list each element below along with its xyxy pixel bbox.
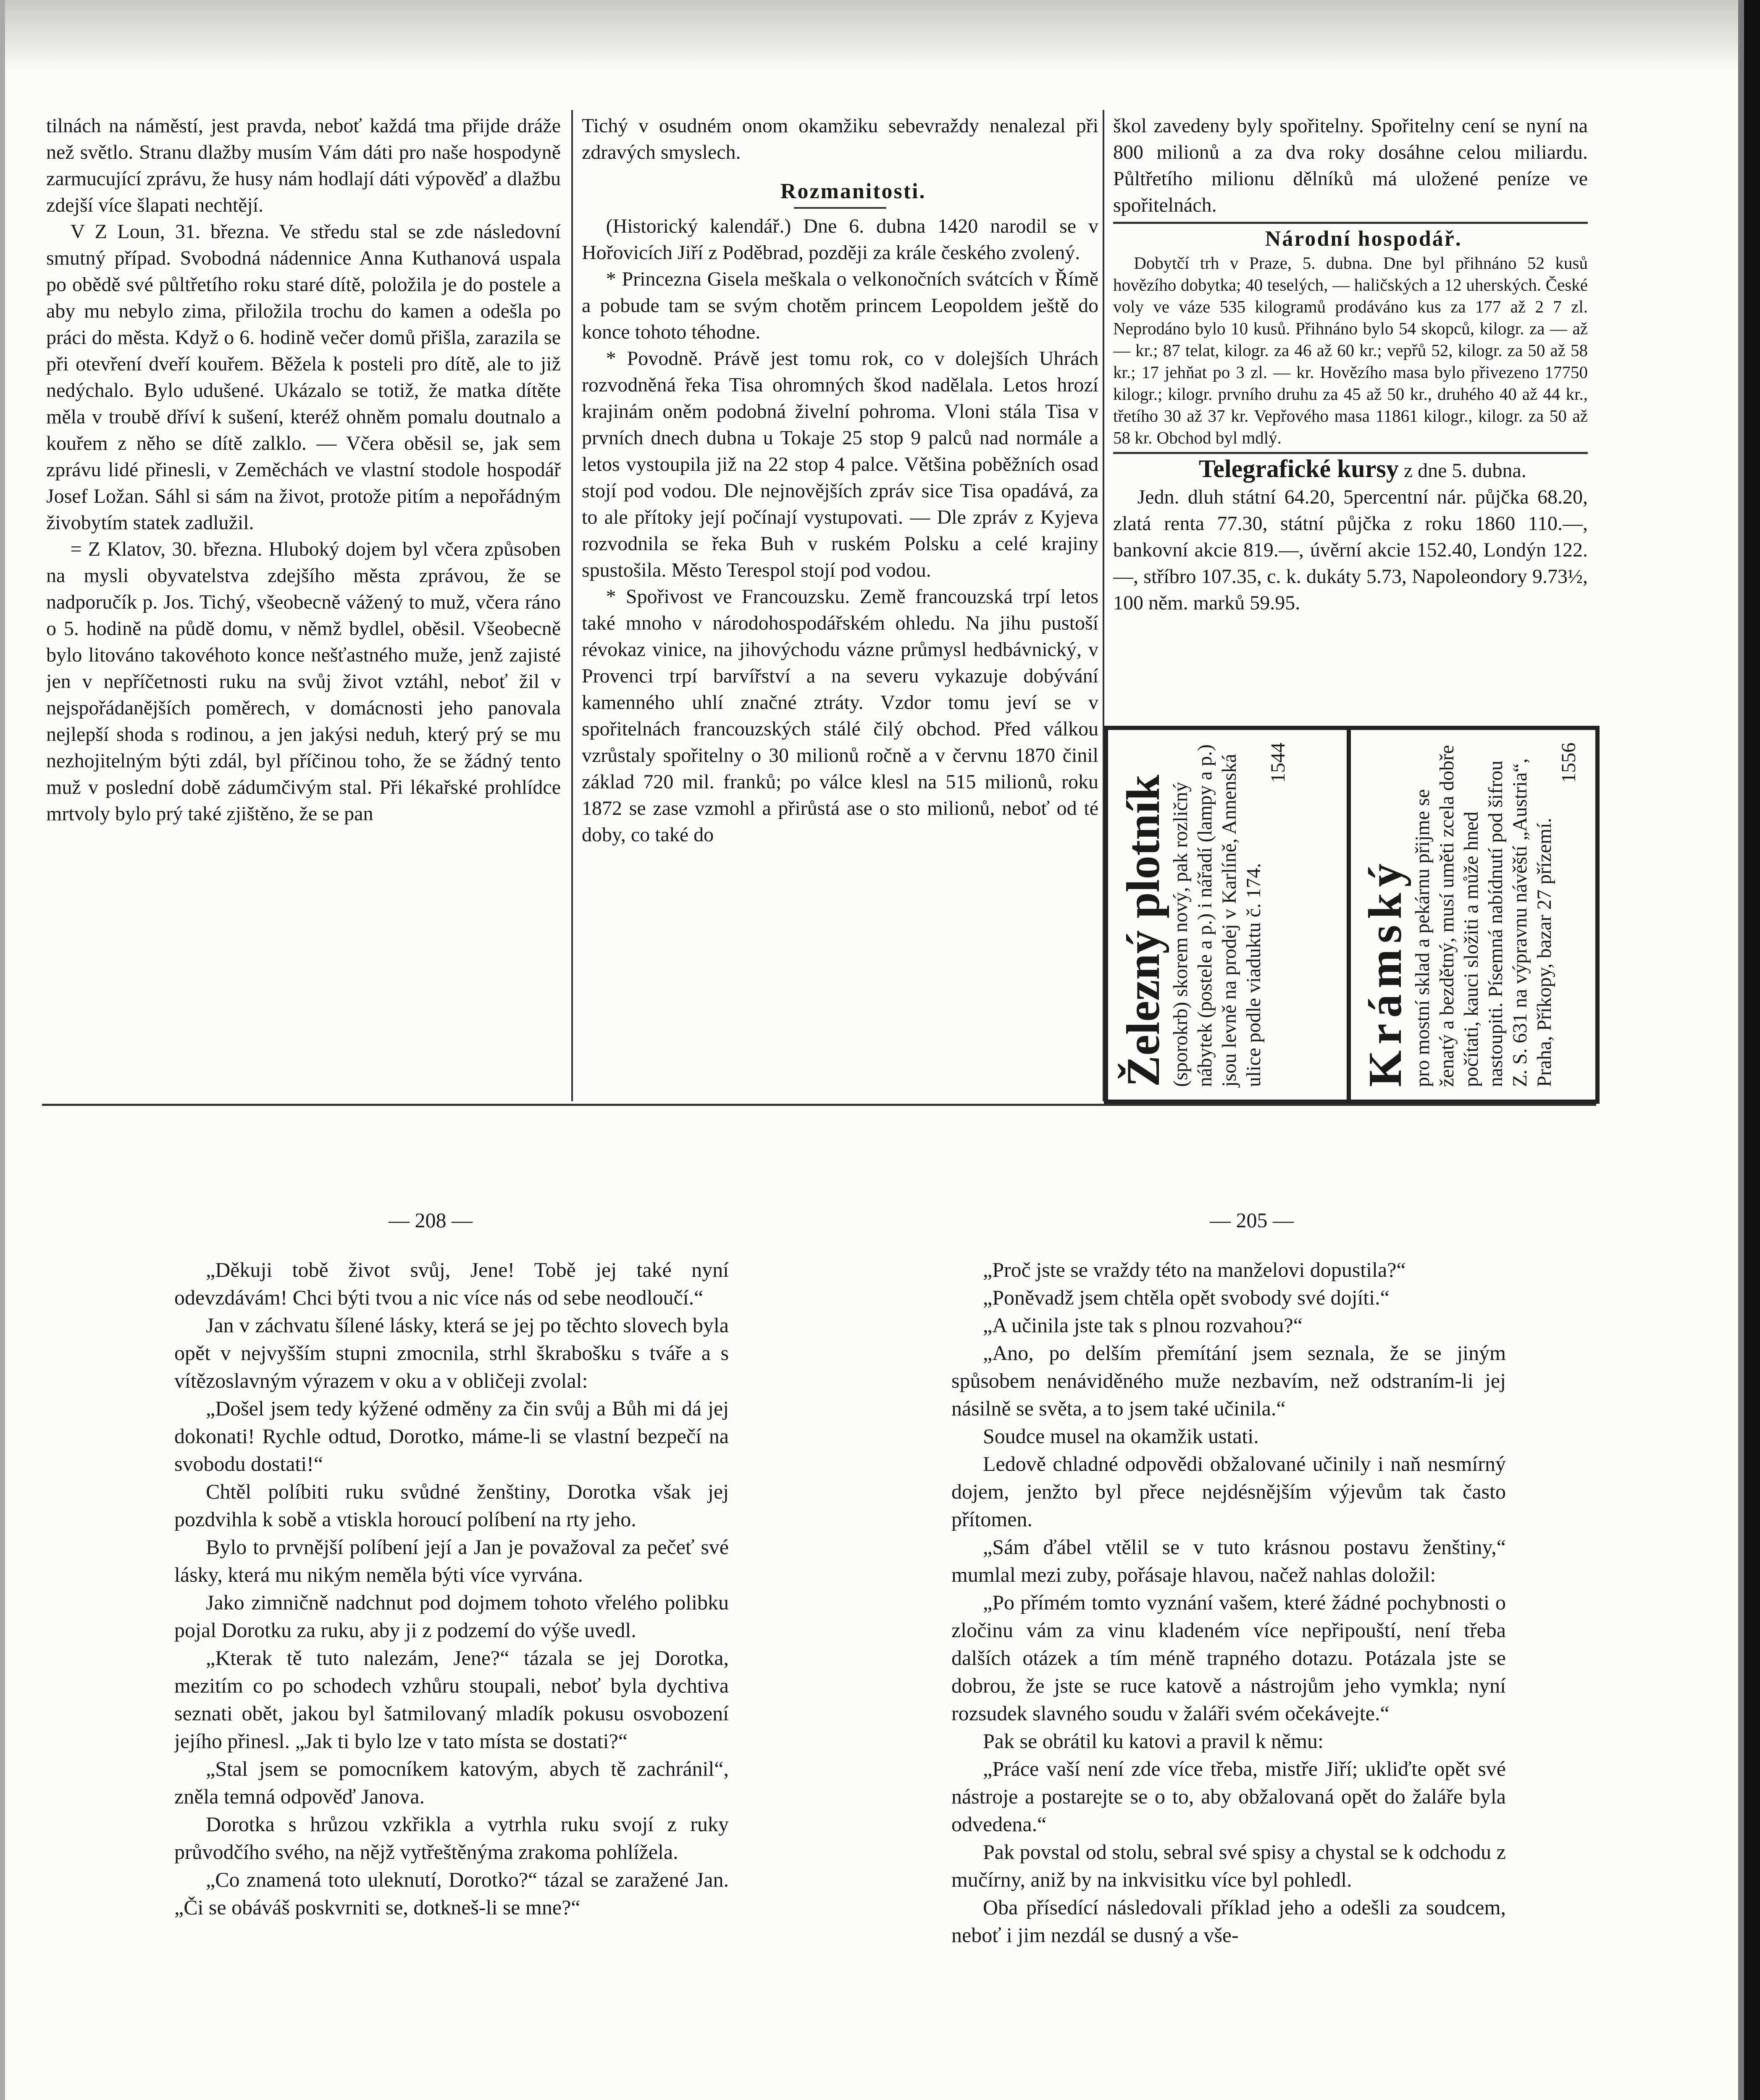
book-page-right	[951, 1256, 1506, 2100]
left-page-number: — 208 —	[389, 1208, 473, 1232]
news-paragraph: * Povodně. Právě jest tomu rok, co v dolejších Uhrách rozvodněná řeka Tisa ohromných škod nadělala. Letos hrozí krajinám oněm podobná živelní pohroma. Vloni stála Tisa v prvních dnech dubna u Tokaje 25 stop 9 palců nad normále a letos vystoupila již na 22 stop 4 palce. Většina poběžních osad stojí pod vodou. Dle nejnovějších zpráv sice Tisa opadává, za to ale přítoky její počínají vystupovati. — Dle zpráv z Kyjeva rozvodnila se řeka Buh v ruském Polsku a celé krajiny spustošila. Město Terespol stojí pod vodou.	[582, 347, 1098, 581]
heading-rule	[794, 207, 886, 209]
news-column-3	[1113, 113, 1588, 730]
ad-kramsky	[1360, 743, 1581, 1087]
market-report: Dobytčí trh v Praze, 5. dubna. Dne byl přihnáno 52 kusů hovězího dobytka; 40 teselých, — haličských a 12 uherských. České voly ve váze 535 kilogramů prodáváno kus za 177 až 2 7 zl. Neprodáno bylo 10 kusů. Přihnáno bylo 54 skopců, kilogr. za — až — kr.; 87 telat, kilogr. za 46 až 60 kr.; vepřů 52, kilogr. za 50 až 58 kr.; 17 jehňat po 3 zl. — kr. Hovězího masa bylo přivezeno 17750 kilogr.; kilogr. prvního druhu za 45 až 50 kr., druhého 40 až 44 kr., třetího 30 až 37 kr. Vepřového masa 11861 kilogr., kilogr. za 50 až 58 kr. Obchod byl mdlý.	[1113, 253, 1588, 447]
book-paragraph: Chtěl políbiti ruku svůdné ženštiny, Dorotka však jej pozdvihla k sobě a vtiskla horoucí políbení na rty jeho.	[174, 1480, 729, 1531]
ad-divider	[1347, 730, 1351, 1100]
section-heading: Národní hospodář.	[1265, 227, 1462, 251]
book-paragraph: „Po přímém tomto vyznání vašem, které žádné pochybnosti o zločinu vám za vinu kladeném více nepřipouští, není třeba dalších otázek a tím méně trapného dotazu. Potázala jste se dobrou, že jste se ruce katově a nástrojům jeho vymkla; nyní rozsudek slavného soudu v žaláři svém očekávejte.“	[951, 1591, 1506, 1725]
news-paragraph: (Historický kalendář.) Dne 6. dubna 1420 narodil se v Hořovicích Jiří z Poděbrad, později za krále českého zvolený.	[582, 215, 1098, 264]
advertisement-block	[1104, 726, 1600, 1104]
book-paragraph: Oba přísedící následovali příklad jeho a odešli za soudcem, neboť i jim nezdál se dusný a vše-	[951, 1895, 1506, 1947]
book-paragraph: Pak povstal od stolu, sebral své spisy a chystal se k odchodu z mučírny, aniž by na inkvisitku více byl pohledl.	[951, 1840, 1506, 1891]
book-paragraph: Jan v záchvatu šílené lásky, která se jej po těchto slovech byla opět v nejvyšším stupni zmocnila, strhl škrabošku s tváře a s vítězoslavným výrazem v oku a v obličeji zvolal:	[174, 1313, 729, 1392]
exchange-date: z dne 5. dubna.	[1398, 459, 1526, 482]
book-paragraph: „Děkuji tobě život svůj, Jene! Tobě jej také nyní odevzdávám! Chci býti tvou a nic více nás od sebe neodloučí.“	[174, 1258, 729, 1309]
book-paragraph: „Poněvadž jsem chtěla opět svobody své dojíti.“	[983, 1286, 1390, 1309]
column-rule	[571, 110, 573, 1101]
ad-plotnik	[1118, 743, 1290, 1087]
book-paragraph: Bylo to prvnější políbení její a Jan je považoval za pečeť své lásky, která mu nikým neměla býti více vyrvána.	[174, 1535, 729, 1586]
book-paragraph: Pak se obrátil ku katovi a pravil k němu:	[983, 1729, 1324, 1753]
ad-kramsky-text: pro mostní sklad a pekárnu přijme se ženatý a bezdětný, musí uměti zcela dobře počítati, kauci složiti a může hned nastoupiti. Písemná nabídnutí pod šifrou Z. S. 631 na výpravnu návěští „Austria“, Praha, Příkopy, bazar 27 přízemí.	[1411, 745, 1555, 1087]
news-paragraph: * Spořivost ve Francouzsku. Země francouzská trpí letos také mnoho v národohospodářském ohledu. Na jihu pustoší révokaz vinice, na jihovýchodu vázne průmysl hedbávnický, v Provenci trpí barvířství a na severu vykazuje dobývání kamenného uhlí značné ztráty. Vzdor tomu jeví se v spořitelnách francouzských stálé čilý obchod. Před válkou vzrůstaly spořitelny o 30 milionů ročně a v červnu 1870 činil základ 720 mil. franků; po válce klesl na 515 milionů, roku 1872 se zase vzmohl a přirůstá ase o sto milionů, neboť od té doby, co také do	[582, 585, 1098, 846]
book-paragraph: „Došel jsem tedy kýžené odměny za čin svůj a Bůh mi dá jej dokonati! Rychle odtud, Dorotko, máme-li se vlastní bezpečí na svobodu dostati!“	[174, 1396, 729, 1475]
news-paragraph: tilnách na náměstí, jest pravda, neboť každá tma přijde dráže než světlo. Stranu dlažby musím Vám dáti pro naše hospodyně zarmucující zprávu, že husy nám hodlají dáti výpověď a dlažbu zdejší více šlapati nechtějí.	[46, 115, 561, 216]
book-paragraph: „Kterak tě tuto nalezám, Jene?“ tázala se jej Dorotka, mezitím co po schodech vzhůru stoupali, neboť byla dychtiva seznati obět, jakou byl šatmilovaný mladík pokusu osvobození jejího přinesl. „Jak ti bylo lze v tato místa se dostati?“	[174, 1646, 729, 1753]
news-paragraph: škol zavedeny byly spořitelny. Spořitelny cení se nyní na 800 milionů a za dva roky dosáhne celou miliardu. Půltřetího milionu dělníků má uložené peníze ve spořitelnách.	[1113, 115, 1588, 216]
ad-plotnik-number: 1544	[1267, 743, 1289, 783]
exchange-rates: Jedn. dluh státní 64.20, 5percentní nár. půjčka 68.20, zlatá renta 77.30, státní půjčka z roku 1860 110.—, bankovní akcie 819.—, úvěrní akcie 152.40, Londýn 122.—, stříbro 107.35, c. k. dukáty 5.73, Napoleondory 9.73½, 100 něm. marků 59.95.	[1113, 486, 1588, 614]
ad-plotnik-text: (sporokrb) skorem nový, pak rozličný nábytek (postele a p.) i nářadí (lampy a p.) jsou levně na prodej v Karlíně, Annenská ulice podle viaduktu č. 174.	[1169, 744, 1265, 1087]
news-column-1	[46, 113, 561, 1079]
scan-edge-right-inner	[1738, 0, 1744, 2100]
book-paragraph: „Co znamená toto uleknutí, Dorotko?“ tázal se zaražené Jan. „Či se obáváš poskvrniti se, dotkneš-li se mne?“	[174, 1868, 729, 1919]
book-paragraph: „Práce vaší není zde více třeba, mistře Jiří; ukliďte opět své nástroje a postarejte se o to, aby obžalovaná opět do žaláře byla odvedena.“	[951, 1757, 1506, 1836]
exchange-heading	[1113, 456, 1588, 484]
exchange-title: Telegrafické kursy	[1198, 455, 1399, 483]
right-page-number: — 205 —	[1210, 1208, 1294, 1232]
book-paragraph: „Sám ďábel vtělil se v tuto krásnou postavu ženštiny,“ mumlal mezi zuby, pořásaje hlavou, načež nahlas doložil:	[951, 1535, 1506, 1586]
news-paragraph: Tichý v osudném onom okamžiku sebevraždy nenalezal při zdravých smyslech.	[582, 115, 1098, 163]
book-paragraph: Soudce musel na okamžik ustati.	[983, 1424, 1259, 1448]
book-paragraph: Jako zimničně nadchnut pod dojmem tohoto vřelého polibku pojal Dorotku za ruku, aby ji z podzemí do výše uvedl.	[174, 1591, 729, 1642]
scan-edge-right	[1744, 0, 1760, 2100]
book-paragraph: „A učinila jste tak s plnou rozvahou?“	[983, 1313, 1303, 1337]
news-paragraph: = Z Klatov, 30. března. Hluboký dojem byl včera způsoben na mysli obyvatelstva zdejšího města zprávou, že se nadporučík p. Jos. Tichý, všeobecně vážený to muž, včera ráno o 5. hodině na půdě domu, v němž bydlel, oběsil. Všeobecně bylo litováno takovéhoto konce nešťastného muže, jenž zajisté jen v nepříčetnosti ruku na svůj život vztáhl, neboť žil v nejspořádanějších poměrech, v domácnosti jeho panovala nejlepší shoda s rodinou, a jen jakýsi neduh, který prý se mu nezhojitelným býti zdál, byl příčinou toho, že se žádný tento muž v poslední době zádumčivým stal. Při lékařské prohlídce mrtvoly bylo prý také zjištěno, že se pan	[46, 538, 561, 825]
section-rule	[1113, 222, 1588, 224]
scan-edge-left	[0, 0, 5, 2100]
book-page-left	[174, 1256, 729, 2100]
ad-kramsky-number: 1556	[1558, 743, 1580, 783]
scan-shadow-top	[0, 0, 1760, 71]
news-paragraph: * Princezna Gisela meškala o velkonočních svátcích v Římě a pobude tam se svým chotěm princem Leopoldem ještě do konce tohoto téhodne.	[582, 268, 1098, 343]
news-column-2	[582, 113, 1098, 1079]
book-paragraph: „Ano, po delším přemítání jsem seznala, že se jiným spůsobem nenáviděného muže nezbavím, než odstraním-li jej násilně se světa, a to jsem také učinila.“	[951, 1341, 1506, 1420]
book-paragraph: Dorotka s hrůzou vzkřikla a vytrhla ruku svojí z ruky průvodčího svého, na nějž vytřeštěnýma zrakoma pohlížela.	[174, 1812, 729, 1864]
newspaper-bottom-rule	[42, 1104, 1596, 1106]
section-rule	[1113, 452, 1588, 454]
book-paragraph: Ledově chladné odpovědi obžalované učinily i naň nesmírný dojem, jenžto byl přece nejdésnějším výjevům tak často přítomen.	[951, 1452, 1506, 1531]
section-heading: Rozmanitosti.	[780, 179, 926, 203]
ad-plotnik-title: Železný plotník	[1117, 774, 1169, 1087]
book-paragraph: „Stal jsem se pomocníkem katovým, abych tě zachránil“, zněla temná odpověď Janova.	[174, 1757, 729, 1808]
ad-kramsky-title: Krámský	[1359, 858, 1411, 1087]
news-paragraph: V Z Loun, 31. března. Ve středu stal se zde následovní smutný případ. Svobodná nádennice Anna Kuthanová uspala po obědě své půltřetího roku staré dítě, položila je do postele a aby mu nebylo zima, přiložila trochu do kamen a odešla po práci do města. Když o 6. hodině večer domů přišla, zarazila se při otevření dveří kouřem. Běžela k posteli pro dítě, ale to již nedýchalo. Bylo udušené. Ukázalo se totiž, že matka dítěte měla v troubě dříví k sušení, kteréž ohněm pomalu doutnalo a kouřem z něho se dítě zalklo. — Včera oběsil se, jak sem zprávu lidé přinesli, v Zeměchách ve vlastní stodole hospodář Josef Ložan. Sáhl si sám na život, protože pitím a nepořádným živobytím statek zadlužil.	[46, 220, 561, 534]
book-paragraph: „Proč jste se vraždy této na manželovi dopustila?“	[983, 1258, 1406, 1281]
